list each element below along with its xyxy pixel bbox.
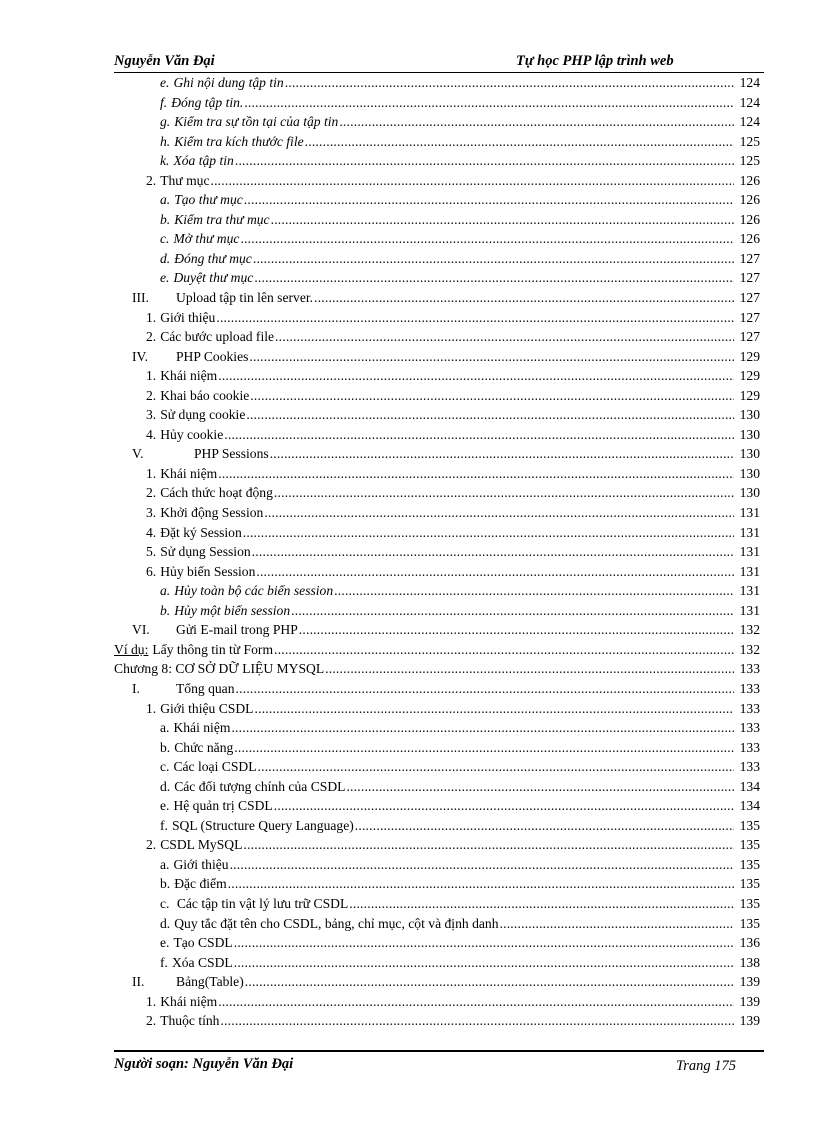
toc-entry[interactable] [114, 953, 760, 973]
toc-dot-leader [218, 366, 734, 386]
page-footer [114, 1056, 764, 1078]
toc-entry-page: 133 [739, 680, 760, 696]
toc-entry-page: 127 [739, 290, 760, 306]
toc-entry-title: Hệ quản trị CSDL [173, 798, 273, 814]
toc-entry-page: 133 [739, 661, 760, 677]
toc-entry-number: 1. [146, 309, 157, 325]
toc-entry-number: 2. [146, 837, 157, 853]
toc-entry[interactable] [114, 405, 760, 425]
toc-entry-title: Các đối tượng chính của CSDL [174, 778, 346, 794]
toc-entry[interactable] [114, 796, 760, 816]
toc-entry-title: Các tập tin vật lý lưu trữ CSDL [173, 895, 349, 911]
toc-entry-number: f. [160, 954, 168, 970]
toc-entry[interactable] [114, 132, 760, 152]
toc-entry-title: Duyệt thư mục [173, 270, 254, 286]
toc-entry-page: 136 [739, 935, 760, 951]
toc-entry-title: Giới thiệu CSDL [160, 700, 254, 716]
toc-entry-page: 131 [739, 505, 760, 521]
toc-entry-page: 126 [739, 192, 760, 208]
toc-entry-title: Sử dụng cookie [160, 407, 246, 423]
toc-entry[interactable] [114, 347, 760, 367]
toc-dot-leader [245, 972, 734, 992]
toc-entry-number: III. [132, 290, 149, 306]
toc-entry-number: a. [160, 720, 170, 736]
toc-entry[interactable] [114, 640, 760, 660]
toc-entry-number: a. [160, 583, 171, 599]
toc-entry-page: 134 [739, 778, 760, 794]
toc-entry[interactable] [114, 308, 760, 328]
toc-dot-leader [220, 1011, 734, 1031]
toc-entry-page: 130 [739, 485, 760, 501]
toc-entry-page: 131 [739, 524, 760, 540]
toc-dot-leader [218, 464, 734, 484]
toc-entry[interactable] [114, 992, 760, 1012]
toc-entry-number: g. [160, 114, 171, 130]
toc-entry[interactable] [114, 914, 760, 934]
toc-entry-title: Đóng thư mục [174, 250, 252, 266]
toc-entry[interactable] [114, 933, 760, 953]
toc-entry-number: b. [160, 602, 171, 618]
toc-entry-page: 126 [739, 231, 760, 247]
toc-entry-number: c. [160, 759, 170, 775]
toc-dot-leader [231, 718, 734, 738]
toc-entry-number: e. [160, 75, 170, 90]
toc-entry-number: 5. [146, 544, 157, 560]
toc-entry-title: Đóng tập tin. [171, 94, 244, 110]
toc-entry-number: k. [160, 153, 170, 169]
toc-entry[interactable] [114, 581, 760, 601]
toc-entry[interactable] [114, 523, 760, 543]
toc-entry-number: h. [160, 133, 171, 149]
toc-dot-leader [236, 679, 734, 699]
toc-entry-page: 135 [739, 817, 760, 833]
toc-entry-title: Cách thức hoạt động [160, 485, 273, 501]
toc-entry-page: 135 [739, 895, 760, 911]
toc-entry-title: CSDL MySQL [160, 837, 243, 853]
toc-entry[interactable] [114, 659, 760, 679]
toc-entry-page: 139 [739, 1013, 760, 1029]
toc-entry-title: Mở thư mục [173, 231, 240, 247]
toc-entry-page: 132 [739, 641, 760, 657]
toc-entry-title: Bảng(Table) [176, 974, 244, 990]
toc-entry-page: 135 [739, 856, 760, 872]
toc-entry-page: 124 [739, 94, 760, 110]
toc-entry[interactable] [114, 190, 760, 210]
toc-dot-leader [285, 73, 734, 93]
toc-dot-leader [235, 151, 734, 171]
toc-entry-number: 2. [146, 329, 157, 345]
toc-entry[interactable] [114, 1011, 760, 1031]
toc-entry-title: Chương 8: CƠ SỞ DỮ LIỆU MYSQL [114, 661, 325, 677]
toc-entry-number: f. [160, 817, 168, 833]
toc-dot-leader [210, 171, 734, 191]
toc-entry[interactable] [114, 229, 760, 249]
toc-entry[interactable] [114, 93, 760, 113]
toc-dot-leader [254, 268, 734, 288]
toc-entry-page: 135 [739, 915, 760, 931]
toc-dot-leader [234, 933, 734, 953]
toc-dot-leader [264, 503, 734, 523]
toc-dot-leader [228, 874, 734, 894]
footer-page-number: Trang 175 [676, 1058, 737, 1074]
toc-dot-leader [224, 425, 734, 445]
toc-entry-title: Sử dụng Session [160, 544, 251, 560]
toc-entry-title: Đặc điểm [174, 876, 227, 892]
toc-entry[interactable] [114, 757, 760, 777]
toc-dot-leader [216, 308, 734, 328]
toc-dot-leader [246, 405, 734, 425]
toc-entry-number: b. [160, 739, 171, 755]
toc-entry-number: I. [132, 680, 140, 696]
toc-entry-title: Hủy toàn bộ các biến session [174, 583, 334, 599]
toc-entry[interactable] [114, 894, 760, 914]
toc-entry-number: Ví dụ: [114, 641, 149, 657]
toc-entry[interactable] [114, 444, 760, 464]
toc-entry[interactable] [114, 816, 760, 836]
toc-entry-page: 130 [739, 426, 760, 442]
toc-entry-page: 131 [739, 544, 760, 560]
toc-entry-page: 139 [739, 993, 760, 1009]
toc-entry-number: e. [160, 798, 170, 814]
toc-entry-page: 127 [739, 329, 760, 345]
toc-entry-page: 135 [739, 876, 760, 892]
toc-entry[interactable] [114, 601, 760, 621]
table-of-contents [114, 73, 760, 1031]
toc-entry-number: 1. [146, 368, 157, 384]
toc-entry-page: 129 [739, 368, 760, 384]
toc-dot-leader [314, 288, 734, 308]
toc-entry-page: 126 [739, 172, 760, 188]
toc-entry-title: Thư mục [160, 172, 210, 188]
toc-entry-page: 131 [739, 583, 760, 599]
toc-entry-page: 127 [739, 309, 760, 325]
toc-entry-page: 131 [739, 563, 760, 579]
toc-dot-leader [500, 914, 735, 934]
toc-entry-page: 127 [739, 250, 760, 266]
toc-entry-title: Hủy cookie [160, 426, 224, 442]
toc-entry-number: a. [160, 192, 171, 208]
toc-dot-leader [274, 640, 734, 660]
toc-entry-page: 130 [739, 446, 760, 462]
toc-entry-number: 2. [146, 485, 157, 501]
toc-entry[interactable] [114, 386, 760, 406]
toc-entry-title: Các bước upload file [160, 329, 275, 345]
toc-entry[interactable] [114, 464, 760, 484]
toc-entry-number: b. [160, 211, 171, 227]
toc-entry-title: Giới thiệu [173, 856, 229, 872]
toc-entry[interactable] [114, 620, 760, 640]
page-header [114, 52, 764, 72]
toc-dot-leader [234, 953, 734, 973]
toc-dot-leader [305, 132, 734, 152]
toc-entry-number: 3. [146, 407, 157, 423]
toc-entry-title: Khởi động Session [160, 505, 264, 521]
toc-entry-page: 129 [739, 348, 760, 364]
toc-dot-leader [244, 93, 734, 113]
toc-entry-number: 2. [146, 1013, 157, 1029]
toc-entry[interactable] [114, 151, 760, 171]
toc-entry-page: 130 [739, 465, 760, 481]
toc-entry-title: Tạo thư mục [174, 192, 243, 208]
toc-entry-page: 124 [739, 75, 760, 90]
toc-entry-page: 133 [739, 759, 760, 775]
toc-dot-leader [339, 112, 734, 132]
toc-entry[interactable] [114, 210, 760, 230]
toc-entry-number: e. [160, 935, 170, 951]
toc-entry-number: 2. [146, 387, 157, 403]
toc-entry-number: 4. [146, 426, 157, 442]
toc-entry[interactable] [114, 874, 760, 894]
toc-entry[interactable] [114, 699, 760, 719]
toc-dot-leader [258, 757, 734, 777]
toc-dot-leader [334, 581, 734, 601]
toc-entry-title: Kiểm tra kích thước file [174, 133, 304, 149]
toc-dot-leader [346, 777, 734, 797]
toc-entry[interactable] [114, 73, 760, 93]
toc-entry-page: 133 [739, 700, 760, 716]
toc-entry-page: 139 [739, 974, 760, 990]
toc-dot-leader [274, 796, 734, 816]
toc-dot-leader [355, 816, 734, 836]
toc-dot-leader [243, 523, 734, 543]
toc-entry-title: Hủy biến Session [160, 563, 256, 579]
toc-entry-title: PHP Cookies [176, 348, 249, 364]
toc-entry[interactable] [114, 171, 760, 191]
toc-entry-title: Tổng quan [176, 680, 235, 696]
toc-entry-title: Thuộc tính [160, 1013, 220, 1029]
toc-entry-title: Khái niệm [160, 368, 218, 384]
toc-entry-page: 129 [739, 387, 760, 403]
toc-dot-leader [291, 601, 734, 621]
toc-entry[interactable] [114, 268, 760, 288]
toc-entry-page: 125 [739, 153, 760, 169]
toc-entry[interactable] [114, 425, 760, 445]
header-title: Tự học PHP lập trình web [516, 53, 674, 69]
toc-dot-leader [256, 562, 734, 582]
footer-rule [114, 1050, 764, 1052]
header-author: Nguyễn Văn Đại [114, 53, 215, 69]
toc-dot-leader [270, 444, 734, 464]
toc-entry-page: 132 [739, 622, 760, 638]
toc-entry-number: 2. [146, 172, 157, 188]
toc-entry-title: Khái niệm [160, 465, 218, 481]
toc-entry-number: 3. [146, 505, 157, 521]
toc-dot-leader [274, 483, 734, 503]
toc-entry-title: Quy tắc đặt tên cho CSDL, bảng, chỉ mục, cột và định danh [174, 915, 499, 931]
toc-dot-leader [325, 659, 734, 679]
toc-entry-number: IV. [132, 348, 148, 364]
toc-dot-leader [252, 542, 734, 562]
toc-entry-page: 133 [739, 720, 760, 736]
toc-entry[interactable] [114, 483, 760, 503]
toc-entry-page: 134 [739, 798, 760, 814]
toc-entry-title: Khai báo cookie [160, 387, 250, 403]
toc-entry-number: II. [132, 974, 145, 990]
toc-entry-number: c. [160, 895, 170, 911]
toc-entry-title: Kiểm tra sự tồn tại của tập tin [174, 114, 339, 130]
toc-entry-title: Khái niệm [160, 993, 218, 1009]
toc-entry-page: 124 [739, 114, 760, 130]
toc-dot-leader [244, 190, 734, 210]
toc-entry-title: SQL (Structure Query Language) [171, 817, 354, 833]
toc-entry[interactable] [114, 718, 760, 738]
toc-entry-title: Các loại CSDL [173, 759, 257, 775]
toc-dot-leader [275, 327, 734, 347]
toc-entry-title: Tạo CSDL [173, 935, 233, 951]
toc-entry[interactable] [114, 542, 760, 562]
toc-entry-number: c. [160, 231, 170, 247]
toc-dot-leader [240, 229, 734, 249]
toc-entry-number: e. [160, 270, 170, 286]
toc-entry[interactable] [114, 972, 760, 992]
toc-entry-title: Giới thiệu [160, 309, 216, 325]
toc-entry[interactable] [114, 562, 760, 582]
toc-entry-number: b. [160, 876, 171, 892]
toc-entry-number: d. [160, 778, 171, 794]
toc-entry-title: Kiểm tra thư mục [174, 211, 270, 227]
toc-entry-title: Xóa tập tin [173, 153, 234, 169]
toc-entry-number: 1. [146, 993, 157, 1009]
toc-entry[interactable] [114, 503, 760, 523]
toc-entry-number: a. [160, 856, 170, 872]
toc-entry-title: Đặt ký Session [160, 524, 242, 540]
toc-entry[interactable] [114, 738, 760, 758]
toc-entry-title: Chức năng [174, 739, 234, 755]
toc-entry-number: 6. [146, 563, 157, 579]
toc-entry[interactable] [114, 777, 760, 797]
toc-dot-leader [218, 992, 734, 1012]
toc-entry-title: Hủy một biến session [174, 602, 291, 618]
toc-dot-leader [230, 855, 734, 875]
toc-entry[interactable] [114, 112, 760, 132]
toc-entry-title: Khái niệm [173, 720, 231, 736]
toc-entry-page: 135 [739, 837, 760, 853]
footer-author: Người soạn: Nguyễn Văn Đại [114, 1056, 294, 1072]
toc-entry[interactable] [114, 855, 760, 875]
toc-dot-leader [349, 894, 734, 914]
toc-entry-number: VI. [132, 622, 150, 638]
toc-entry-number: d. [160, 250, 171, 266]
toc-dot-leader [255, 699, 735, 719]
toc-dot-leader [234, 738, 734, 758]
toc-entry-title: Ghi nội dung tập tin [173, 75, 284, 90]
toc-dot-leader [250, 386, 734, 406]
toc-entry[interactable] [114, 288, 760, 308]
toc-entry-page: 125 [739, 133, 760, 149]
toc-dot-leader [299, 620, 734, 640]
toc-dot-leader [243, 835, 734, 855]
toc-entry-title: Lấy thông tin từ Form [152, 641, 274, 657]
toc-entry-title: PHP Sessions [194, 446, 269, 462]
toc-dot-leader [249, 347, 734, 367]
toc-entry[interactable] [114, 679, 760, 699]
toc-entry-page: 127 [739, 270, 760, 286]
toc-entry-number: 4. [146, 524, 157, 540]
toc-entry-number: 1. [146, 465, 157, 481]
toc-entry-number: f. [160, 94, 168, 110]
toc-entry[interactable] [114, 249, 760, 269]
toc-entry-title: Upload tập tin lên server. [176, 290, 314, 306]
toc-entry-page: 133 [739, 739, 760, 755]
toc-entry-page: 131 [739, 602, 760, 618]
toc-entry-number: V. [132, 446, 144, 462]
toc-entry-page: 130 [739, 407, 760, 423]
toc-entry-title: Gửi E-mail trong PHP [176, 622, 298, 638]
toc-dot-leader [271, 210, 734, 230]
toc-entry-title: Xóa CSDL [171, 954, 233, 970]
toc-entry[interactable] [114, 327, 760, 347]
toc-dot-leader [253, 249, 734, 269]
toc-entry-number: d. [160, 915, 171, 931]
toc-entry-page: 126 [739, 211, 760, 227]
toc-entry-page: 138 [739, 954, 760, 970]
toc-entry[interactable] [114, 835, 760, 855]
toc-entry[interactable] [114, 366, 760, 386]
toc-entry-number: 1. [146, 700, 157, 716]
